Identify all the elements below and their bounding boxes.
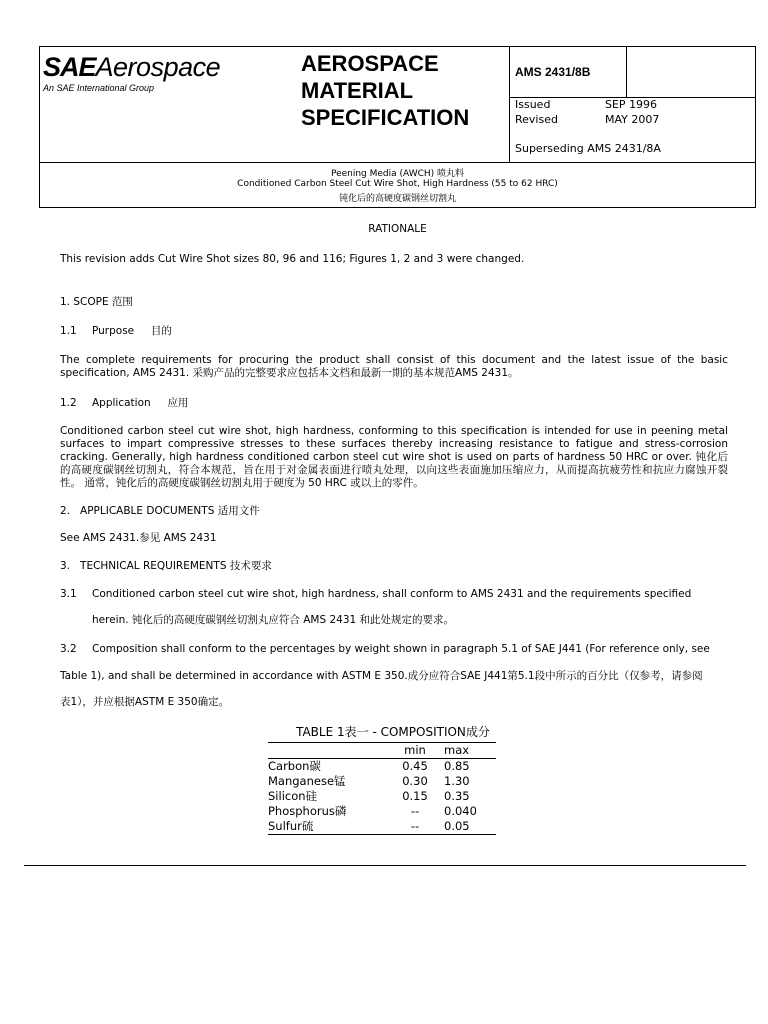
logo-aerospace-text: Aerospace bbox=[95, 52, 221, 82]
table-cell-max: 0.35 bbox=[444, 789, 470, 803]
table-cell-element: Manganese锰 bbox=[268, 774, 346, 788]
table-cell-element: Silicon硅 bbox=[268, 789, 318, 803]
page-bottom-rule bbox=[24, 865, 746, 866]
table-row bbox=[268, 789, 496, 804]
logo-sae-text: SAE bbox=[43, 52, 96, 82]
table-cell-element: Phosphorus磷 bbox=[268, 804, 347, 818]
table-cell-element: Carbon碳 bbox=[268, 759, 321, 773]
doc-number: AMS 2431/8B bbox=[515, 65, 591, 79]
section-2-text: See AMS 2431.参见 AMS 2431 bbox=[60, 532, 217, 544]
table-header-row bbox=[268, 743, 496, 758]
table-cell-element: Sulfur硫 bbox=[268, 819, 314, 833]
spec-title bbox=[301, 50, 469, 131]
table-cell-min: 0.15 bbox=[402, 789, 428, 803]
table-cell-min: 0.30 bbox=[402, 774, 428, 788]
section-1-1-text: The complete requirements for procuring the product shall consist of this document and the latest issue of the basic specification, AMS 2431. 采购产品的完整要求应包括本文档和最新一期的基本规范AMS 2431。 bbox=[60, 354, 728, 379]
table-1-bottom-rule bbox=[268, 834, 496, 835]
section-1-heading: 1. SCOPE 范围 bbox=[60, 296, 133, 308]
section-3-1-line-2: herein. 钝化后的高硬度碳钢丝切割丸应符合 AMS 2431 和此处规定的要求。 bbox=[92, 614, 455, 626]
section-1-2-number: 1.2 bbox=[60, 397, 77, 409]
table-1-caption: TABLE 1表一 - COMPOSITION成分 bbox=[296, 725, 490, 739]
section-1-2-title: Application 应用 bbox=[92, 397, 189, 409]
issued-label: Issued bbox=[515, 98, 551, 111]
spec-title-line-2: MATERIAL bbox=[301, 78, 414, 103]
section-3-1-line-1: Conditioned carbon steel cut wire shot, high hardness, shall conform to AMS 2431 and the requirements specified bbox=[92, 588, 692, 600]
table-cell-max: 1.30 bbox=[444, 774, 470, 788]
revised-label: Revised bbox=[515, 113, 558, 126]
table-header-cell: max bbox=[444, 743, 470, 757]
rationale-text: This revision adds Cut Wire Shot sizes 80, 96 and 116; Figures 1, 2 and 3 were changed. bbox=[60, 253, 525, 265]
section-3-2-number: 3.2 bbox=[60, 643, 77, 655]
spec-title-line-1: AEROSPACE bbox=[301, 51, 439, 76]
table-cell-min: 0.45 bbox=[402, 759, 428, 773]
section-2-heading: 2. APPLICABLE DOCUMENTS 适用文件 bbox=[60, 505, 260, 517]
sae-aerospace-logo bbox=[43, 52, 220, 83]
table-row bbox=[268, 774, 496, 789]
table-cell-min: -- bbox=[410, 804, 420, 818]
composition-table bbox=[268, 743, 496, 758]
section-3-1-number: 3.1 bbox=[60, 588, 77, 600]
rationale-heading: RATIONALE bbox=[368, 223, 427, 235]
table-1 bbox=[268, 742, 496, 835]
table-header-cell bbox=[268, 743, 386, 758]
section-3-2-line-2: Table 1), and shall be determined in accordance with ASTM E 350.成分应符合SAE J441第5.1段中所示的百分比（仅参考，请参阅 bbox=[60, 670, 703, 682]
header-divider-vertical bbox=[509, 46, 510, 162]
logo-subtitle: An SAE International Group bbox=[43, 83, 155, 93]
superseding-note: Superseding AMS 2431/8A bbox=[515, 142, 661, 155]
table-header-cell: min bbox=[404, 743, 426, 757]
spec-title-line-3: SPECIFICATION bbox=[301, 105, 470, 130]
docnum-cell-divider bbox=[626, 46, 627, 98]
composition-table-body bbox=[268, 759, 496, 834]
table-cell-max: 0.040 bbox=[444, 804, 477, 818]
section-3-heading: 3. TECHNICAL REQUIREMENTS 技术要求 bbox=[60, 560, 272, 572]
section-3-2-line-1: Composition shall conform to the percentages by weight shown in paragraph 5.1 of SAE J441 (For reference only, see bbox=[92, 643, 710, 655]
table-row bbox=[268, 819, 496, 834]
table-row bbox=[268, 759, 496, 774]
table-cell-max: 0.85 bbox=[444, 759, 470, 773]
issued-date: SEP 1996 bbox=[605, 98, 658, 111]
section-3-2-line-3: 表1），并应根据ASTM E 350确定。 bbox=[60, 696, 230, 708]
revised-date: MAY 2007 bbox=[605, 113, 660, 126]
subject-line-2: Conditioned Carbon Steel Cut Wire Shot, High Hardness (55 to 62 HRC) bbox=[237, 179, 558, 189]
table-cell-max: 0.05 bbox=[444, 819, 470, 833]
subject-line-1: Peening Media (AWCH) 喷丸料 bbox=[330, 169, 465, 179]
section-1-1-title: Purpose 目的 bbox=[92, 325, 172, 337]
section-1-1-number: 1.1 bbox=[60, 325, 77, 337]
table-row bbox=[268, 804, 496, 819]
table-cell-min: -- bbox=[410, 819, 420, 833]
subject-line-3: 钝化后的高硬度碳钢丝切割丸 bbox=[338, 194, 456, 204]
section-1-2-text: Conditioned carbon steel cut wire shot, high hardness, conforming to this specification is intended for use in peening metal surfaces to impart compressive stresses to these surfaces thereby increasing resistance to fatigue and stress-corrosion cracking. Generally, high hardness conditioned carbon steel cut wire shot is used on parts of hardness 50 HRC or over. 钝化后的高硬度碳钢丝切割丸，符合本规范，旨在用于对金属表面进行喷丸处理，以向这些表面施加压缩应力，从而提高抗疲劳性和抗应力腐蚀开裂性。 通常，钝化后的高硬度碳钢丝切割丸用于硬度为 50 HRC 或以上的零件。 bbox=[60, 425, 728, 489]
